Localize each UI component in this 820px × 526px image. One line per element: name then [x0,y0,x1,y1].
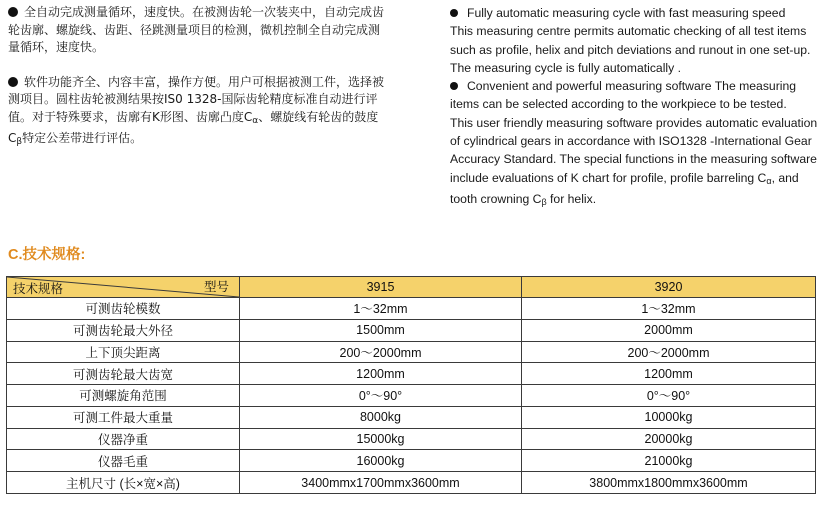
en-paragraph-2: Convenient and powerful measuring software The measuring items can be selected according to the workpiece to be tested. This user friendly measuring software provides automatic evaluation of cylindrical gears in accordance with ISO1328 -International Gear Accuracy Standard. The special functions in the measuring software include evaluations of K chart for profile, profile barreling $C_\alpha$, and tooth crowning $C_\beta$ for helix. [450,79,818,207]
spec-label: 上下顶尖距离 [7,341,240,363]
spec-value-3920: 200～2000mm [522,341,816,363]
table-row [7,385,816,407]
spec-label: 主机尺寸 (长×宽×高) [7,472,240,494]
table-row [7,428,816,450]
table-row [7,472,816,494]
spec-value-3920: 3800mmx1800mmx3600mm [522,472,816,494]
spec-value-3915: 16000kg [240,450,522,472]
spec-value-3920: 10000kg [522,406,816,428]
model-header-3920: 3920 [522,277,816,298]
header-corner-cell [7,277,240,298]
table-row [7,450,816,472]
cn-paragraph-1: 全自动完成测量循环，速度快。在被测齿轮一次装夹中，自动完成齿轮齿廓、螺旋线、齿距、径跳测量项目的检测，微机控制全自动完成测量循环，速度快。 [8,5,385,54]
spec-label: 可测工件最大重量 [7,406,240,428]
table-row [7,363,816,385]
english-description [450,4,820,211]
model-header-3915: 3915 [240,277,522,298]
table-row [7,341,816,363]
header-spec-label: 技术规格 [13,282,64,296]
spec-value-3915: 1～32mm [240,298,522,320]
spec-value-3920: 21000kg [522,450,816,472]
spec-value-3920: 1200mm [522,363,816,385]
spec-table [6,276,816,494]
chinese-description [8,4,386,152]
table-row [7,298,816,320]
spec-value-3915: 0°～90° [240,385,522,407]
bullet-icon [8,77,18,87]
section-title: C.技术规格: [8,247,86,263]
bullet-icon [8,7,18,17]
table-row [7,319,816,341]
spec-value-3915: 8000kg [240,406,522,428]
en-paragraph-1: Fully automatic measuring cycle with fast measuring speed This measuring centre permits automatic checking of all test items such as profile, helix and pitch deviations and runout in one set-up. The measuring cycle is fully automatically . [450,6,811,75]
spec-label: 可测齿轮模数 [7,298,240,320]
spec-value-3915: 3400mmx1700mmx3600mm [240,472,522,494]
spec-label: 仪器净重 [7,428,240,450]
table-header-row [7,277,816,298]
spec-value-3915: 200～2000mm [240,341,522,363]
spec-value-3920: 0°～90° [522,385,816,407]
spec-label: 可测齿轮最大外径 [7,319,240,341]
header-model-label: 型号 [203,280,229,294]
spec-value-3920: 20000kg [522,428,816,450]
bullet-icon [450,82,458,90]
cn-paragraph-2: 软件功能齐全、内容丰富，操作方便。用户可根据被测工件，选择被测项目。圆柱齿轮被测结果按IS0 1328-国际齿轮精度标准自动进行评值。对于特殊要求，齿廓有K形图、齿廓凸度$C_\alpha$、螺旋线有轮齿的鼓度$C_\beta$特定公差带进行评估。 [8,74,385,147]
spec-value-3920: 1～32mm [522,298,816,320]
spec-label: 仪器毛重 [7,450,240,472]
spec-value-3915: 15000kg [240,428,522,450]
bullet-icon [450,9,458,17]
table-row [7,406,816,428]
spec-label: 可测螺旋角范围 [7,385,240,407]
spec-value-3915: 1200mm [240,363,522,385]
spec-value-3915: 1500mm [240,319,522,341]
spec-label: 可测齿轮最大齿宽 [7,363,240,385]
spec-value-3920: 2000mm [522,319,816,341]
